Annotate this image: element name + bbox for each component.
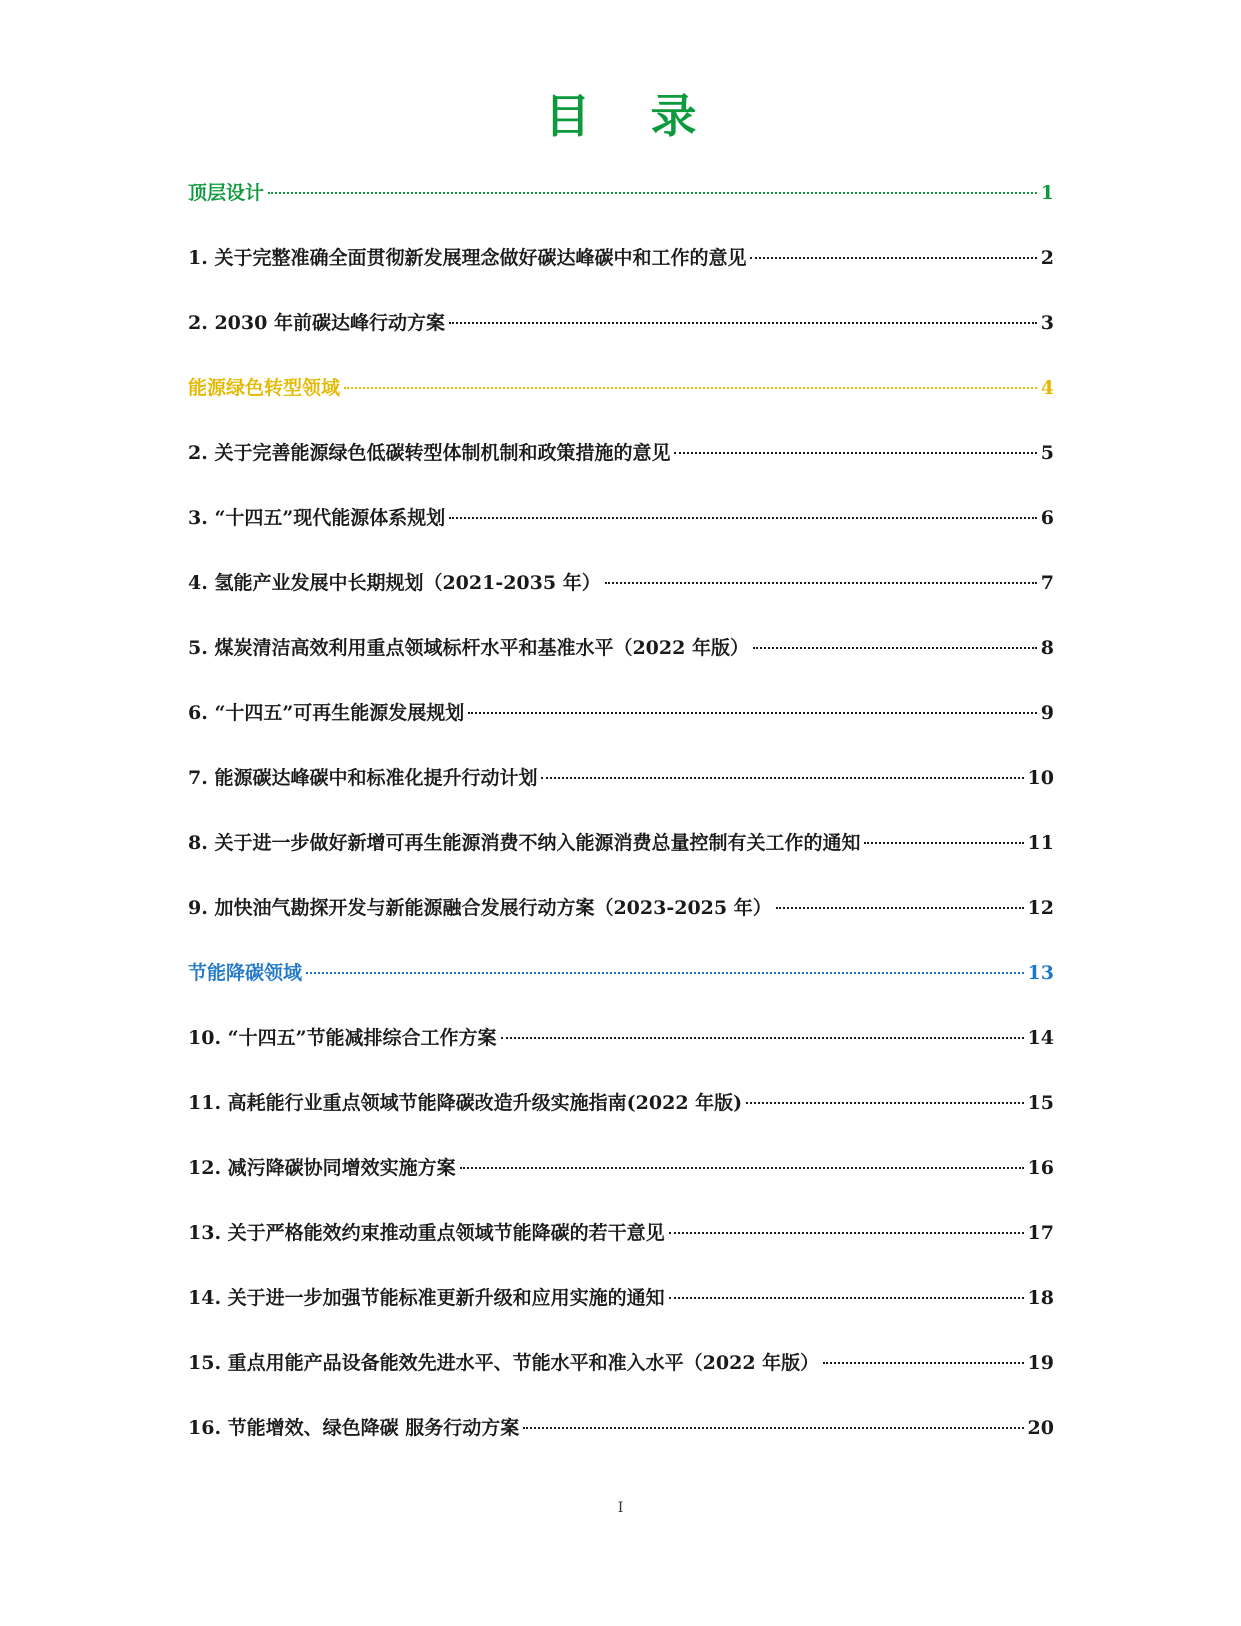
toc-entry-page-number: 14 <box>1027 1027 1054 1049</box>
toc-section-heading[interactable] <box>188 178 1054 243</box>
toc-entry-title: 2. 关于完善能源绿色低碳转型体制机制和政策措施的意见 <box>188 442 671 464</box>
toc-entry-page-number: 4 <box>1040 377 1054 399</box>
dot-leader <box>864 842 1023 844</box>
toc-entry-title: 16. 节能增效、绿色降碳 服务行动方案 <box>188 1417 520 1439</box>
toc-item[interactable] <box>188 1023 1054 1088</box>
toc-entry-page-number: 1 <box>1040 182 1054 204</box>
dot-leader <box>449 517 1036 519</box>
toc-entry-page-number: 2 <box>1040 247 1054 269</box>
toc-entry-page-number: 8 <box>1040 637 1054 659</box>
toc-item[interactable] <box>188 503 1054 568</box>
toc-entry-title: 顶层设计 <box>188 182 265 204</box>
toc-entry-page-number: 17 <box>1027 1222 1054 1244</box>
toc-item[interactable] <box>188 763 1054 828</box>
toc-entry-title: 节能降碳领域 <box>188 962 303 984</box>
toc-entry-title: 5. 煤炭清洁高效利用重点领域标杆水平和基准水平（2022 年版） <box>188 637 749 659</box>
toc-entry-page-number: 7 <box>1040 572 1054 594</box>
toc-item[interactable] <box>188 568 1054 633</box>
dot-leader <box>746 1102 1023 1104</box>
dot-leader <box>344 387 1037 389</box>
toc-item[interactable] <box>188 243 1054 308</box>
toc-item[interactable] <box>188 1413 1054 1478</box>
page-title: 目 录 <box>544 89 719 143</box>
toc-entry-page-number: 13 <box>1027 962 1054 984</box>
toc-entry-title: 12. 减污降碳协同增效实施方案 <box>188 1157 456 1179</box>
toc-entry-title: 6. “十四五”可再生能源发展规划 <box>188 702 465 724</box>
toc-entry-page-number: 10 <box>1027 767 1054 789</box>
toc-entry-page-number: 19 <box>1027 1352 1054 1374</box>
toc-section-heading[interactable] <box>188 373 1054 438</box>
dot-leader <box>605 582 1037 584</box>
dot-leader <box>523 1427 1023 1429</box>
toc-entry-page-number: 12 <box>1027 897 1054 919</box>
toc-entry-page-number: 6 <box>1040 507 1054 529</box>
toc-item[interactable] <box>188 633 1054 698</box>
dot-leader <box>823 1362 1023 1364</box>
toc-entry-page-number: 3 <box>1040 312 1054 334</box>
toc-entry-title: 1. 关于完整准确全面贯彻新发展理念做好碳达峰碳中和工作的意见 <box>188 247 747 269</box>
toc-entry-page-number: 15 <box>1027 1092 1054 1114</box>
toc-item[interactable] <box>188 893 1054 958</box>
dot-leader <box>468 712 1036 714</box>
dot-leader <box>750 257 1036 259</box>
toc-entry-page-number: 18 <box>1027 1287 1054 1309</box>
dot-leader <box>306 972 1024 974</box>
toc-item[interactable] <box>188 1088 1054 1153</box>
toc-entry-title: 15. 重点用能产品设备能效先进水平、节能水平和准入水平（2022 年版） <box>188 1352 820 1374</box>
toc-entry-page-number: 5 <box>1040 442 1054 464</box>
toc-entry-title: 14. 关于进一步加强节能标准更新升级和应用实施的通知 <box>188 1287 665 1309</box>
toc-entry-title: 4. 氢能产业发展中长期规划（2021-2035 年） <box>188 572 601 594</box>
toc-section-heading[interactable] <box>188 958 1054 1023</box>
toc-item[interactable] <box>188 1153 1054 1218</box>
toc-item[interactable] <box>188 1218 1054 1283</box>
toc-item[interactable] <box>188 438 1054 503</box>
dot-leader <box>460 1167 1024 1169</box>
table-of-contents <box>188 178 1054 1478</box>
toc-entry-page-number: 9 <box>1040 702 1054 724</box>
toc-entry-title: 7. 能源碳达峰碳中和标准化提升行动计划 <box>188 767 538 789</box>
footer-page-number: I <box>617 1500 624 1516</box>
dot-leader <box>669 1232 1024 1234</box>
dot-leader <box>753 647 1037 649</box>
toc-entry-title: 2. 2030 年前碳达峰行动方案 <box>188 312 445 334</box>
toc-item[interactable] <box>188 828 1054 893</box>
toc-entry-title: 10. “十四五”节能减排综合工作方案 <box>188 1027 497 1049</box>
toc-entry-title: 3. “十四五”现代能源体系规划 <box>188 507 446 529</box>
toc-item[interactable] <box>188 1348 1054 1413</box>
toc-entry-page-number: 16 <box>1027 1157 1054 1179</box>
toc-entry-page-number: 11 <box>1027 832 1054 854</box>
dot-leader <box>674 452 1036 454</box>
dot-leader <box>268 192 1037 194</box>
dot-leader <box>501 1037 1024 1039</box>
toc-entry-title: 11. 高耗能行业重点领域节能降碳改造升级实施指南(2022 年版) <box>188 1092 743 1114</box>
toc-entry-title: 8. 关于进一步做好新增可再生能源消费不纳入能源消费总量控制有关工作的通知 <box>188 832 861 854</box>
toc-item[interactable] <box>188 1283 1054 1348</box>
toc-entry-title: 13. 关于严格能效约束推动重点领域节能降碳的若干意见 <box>188 1222 665 1244</box>
dot-leader <box>541 777 1023 779</box>
dot-leader <box>776 907 1024 909</box>
toc-item[interactable] <box>188 308 1054 373</box>
toc-item[interactable] <box>188 698 1054 763</box>
toc-entry-title: 9. 加快油气勘探开发与新能源融合发展行动方案（2023-2025 年） <box>188 897 772 919</box>
dot-leader <box>669 1297 1024 1299</box>
dot-leader <box>449 322 1037 324</box>
toc-entry-title: 能源绿色转型领域 <box>188 377 341 399</box>
toc-entry-page-number: 20 <box>1027 1417 1054 1439</box>
